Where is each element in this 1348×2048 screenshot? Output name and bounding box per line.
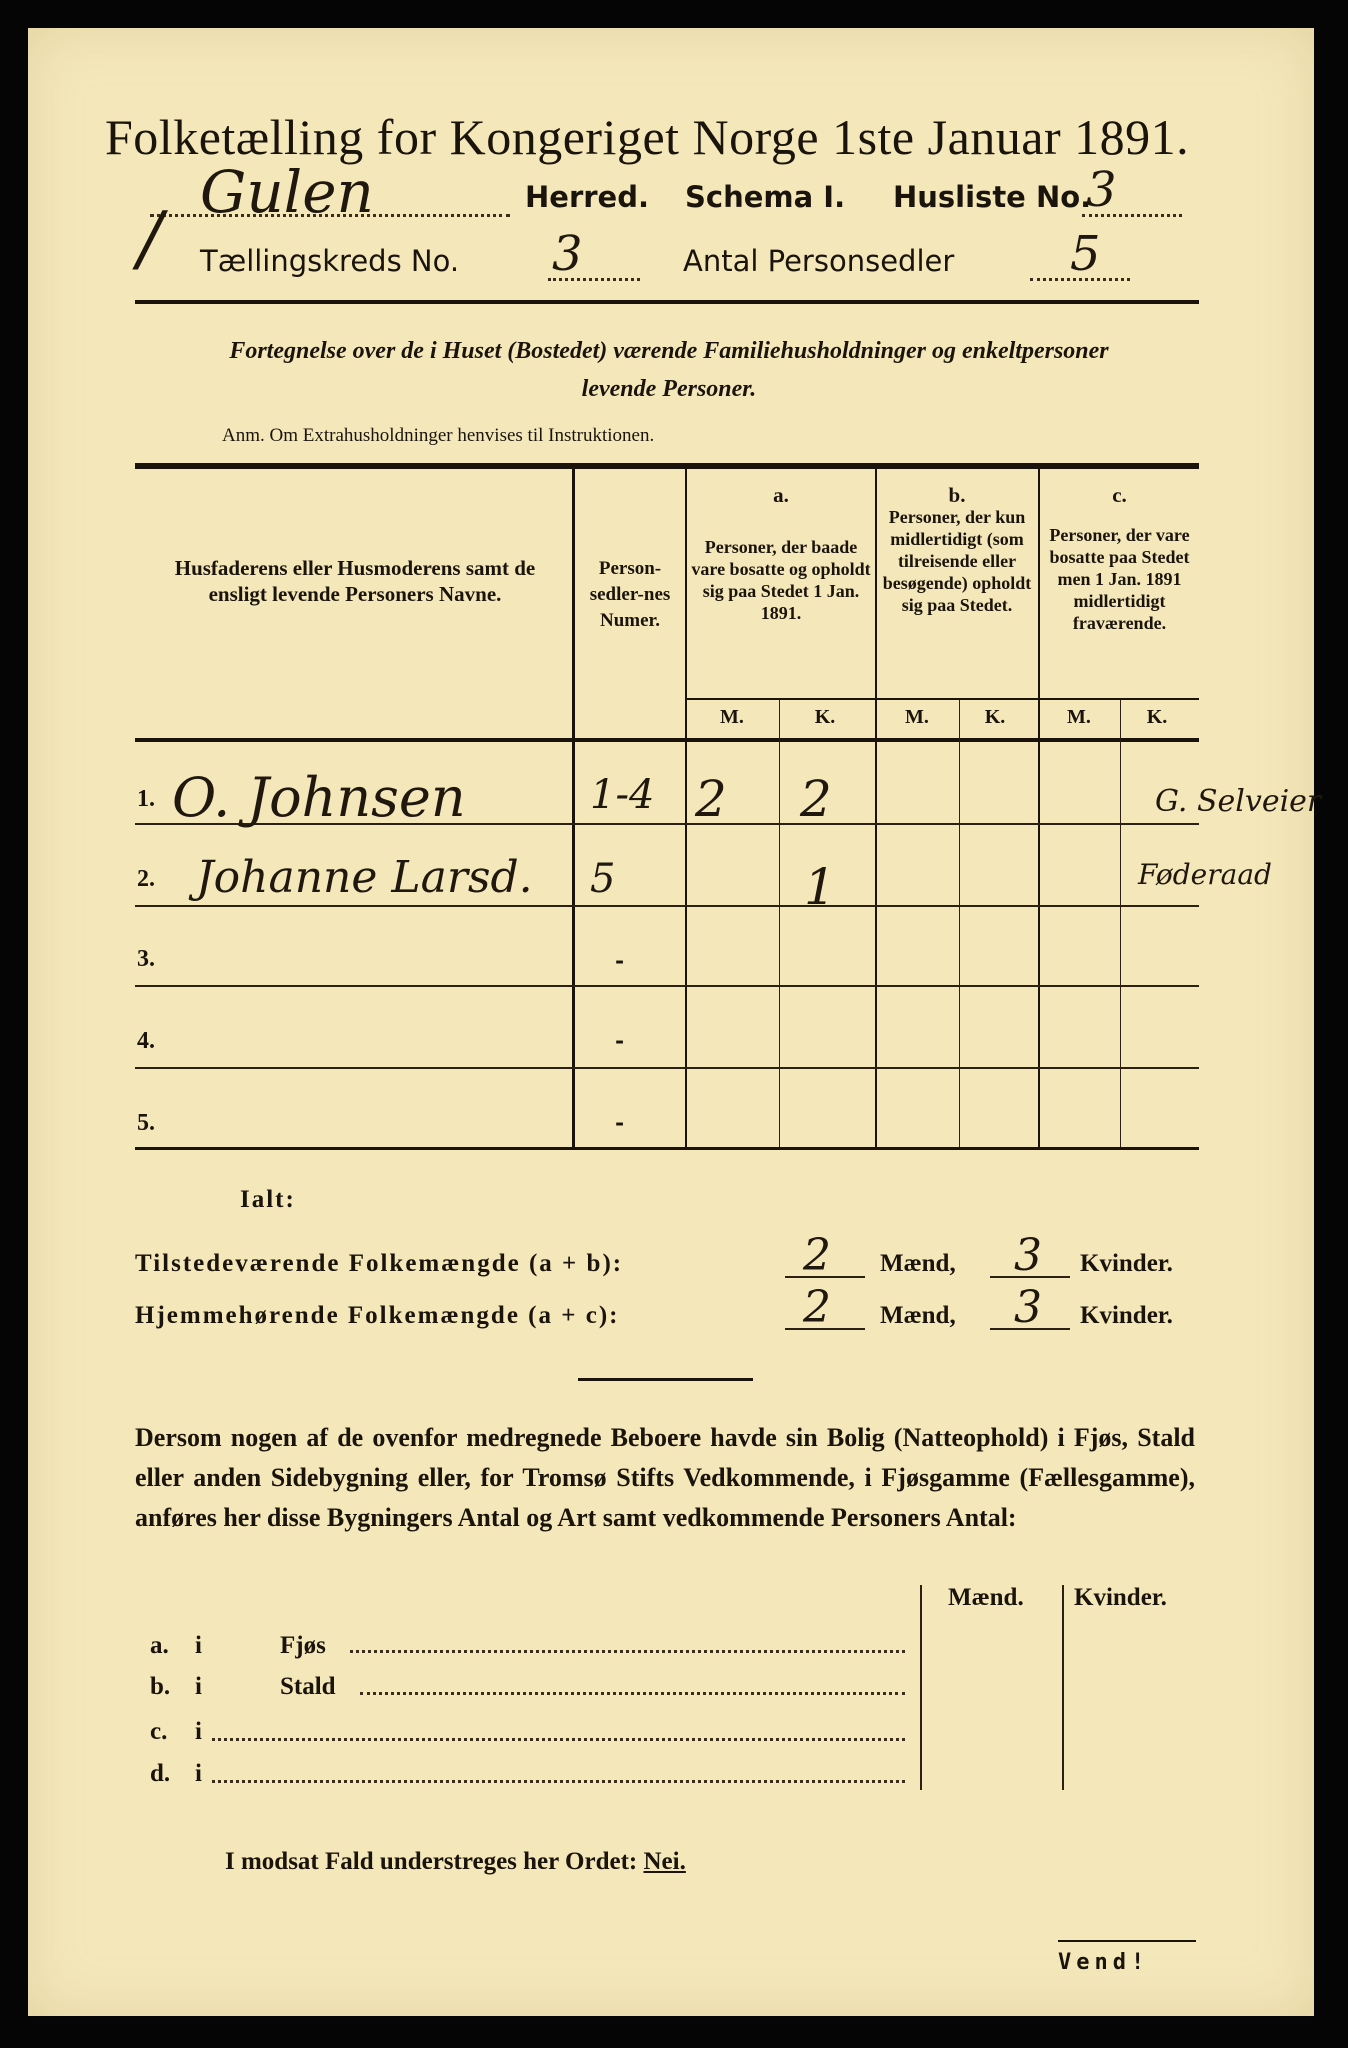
col-b-k: K.	[984, 706, 1006, 728]
tilstede-m-field	[785, 1230, 865, 1281]
item-a-i: i	[195, 1632, 202, 1659]
herred-field	[150, 158, 510, 226]
hjemme-maend: Mænd,	[880, 1302, 956, 1329]
hjemme-k: 3	[1014, 1282, 1042, 1333]
subcol-c	[1120, 700, 1121, 1147]
kreds-label: Tællingskreds No.	[200, 244, 460, 278]
antal-value: 5	[1070, 226, 1101, 282]
census-form	[28, 28, 1314, 2016]
col-divider-1	[572, 469, 575, 1147]
tilstede-maend: Mænd,	[880, 1250, 956, 1277]
hjemme-k-field	[990, 1282, 1070, 1333]
anm-note: Anm. Om Extrahusholdninger henvises til Instruktionen.	[222, 425, 655, 446]
col-a-k: K.	[814, 706, 836, 728]
item-b-letter: b.	[150, 1673, 171, 1700]
tilstede-m: 2	[803, 1230, 831, 1281]
vend-rule	[1058, 1940, 1196, 1942]
item-b-i: i	[195, 1673, 202, 1700]
intro-text	[135, 332, 1203, 408]
item-d-dots	[212, 1780, 905, 1783]
section-divider	[578, 1378, 753, 1381]
intro-line-2: levende Personer.	[581, 376, 757, 402]
hjemme-label: Hjemmehørende Folkemængde (a + c):	[135, 1302, 620, 1329]
tilstede-k: 3	[1014, 1230, 1042, 1281]
item-d-i: i	[195, 1760, 202, 1787]
maend-col-header: Mænd.	[948, 1584, 1024, 1611]
row-2-num: 2.	[137, 866, 155, 892]
modsat-label: I modsat Fald understreges her Ordet:	[225, 1848, 638, 1875]
item-b-dots	[360, 1692, 905, 1695]
item-a-label: Fjøs	[280, 1632, 326, 1659]
nei-word: Nei.	[643, 1848, 686, 1875]
row-3-num: 3.	[137, 946, 155, 972]
tilstede-k-field	[990, 1230, 1070, 1281]
col-a-m: M.	[720, 706, 744, 728]
schema-label: Schema I.	[685, 180, 846, 214]
modsat-text	[225, 1848, 686, 1876]
hjemme-m-field	[785, 1282, 865, 1333]
row-1-a-m: 2	[695, 770, 727, 828]
row-2-sedler: 5	[590, 856, 616, 902]
row-line-2	[135, 905, 1199, 907]
hjemme-m: 2	[803, 1282, 831, 1333]
hjemme-kvinder: Kvinder.	[1080, 1302, 1173, 1329]
col-divider-3	[875, 469, 877, 1147]
script-flourish: /	[138, 196, 163, 280]
row-line-4	[135, 1067, 1199, 1069]
list-col-divider-1	[920, 1585, 922, 1790]
row-5-sedler: -	[615, 1110, 625, 1136]
row-line-3	[135, 985, 1199, 987]
row-4-num: 4.	[137, 1028, 155, 1054]
form-title: Folketælling for Kongeriget Norge 1ste Januar 1891.	[105, 109, 1190, 165]
kreds-value: 3	[552, 226, 583, 282]
antal-label: Antal Personsedler	[683, 244, 955, 278]
col-a-letter: a.	[773, 483, 789, 507]
row-2-note: Føderaad	[1138, 858, 1272, 891]
row-3-sedler: -	[615, 948, 625, 974]
subcol-a	[779, 700, 780, 1147]
col-b-m: M.	[905, 706, 929, 728]
husliste-label: Husliste No.	[893, 180, 1092, 214]
row-1-num: 1.	[137, 786, 155, 812]
col-c-m: M.	[1067, 706, 1091, 728]
kreds-field	[548, 226, 640, 282]
col-b-letter: b.	[948, 483, 966, 507]
list-col-divider-2	[1062, 1585, 1064, 1790]
col-name-header: Husfaderens eller Husmoderens samt de ensligt levende Personers Navne.	[174, 556, 536, 606]
item-c-letter: c.	[150, 1718, 168, 1745]
row-1-a-k: 2	[800, 770, 832, 828]
vend-label: Vend!	[1058, 1950, 1150, 1975]
item-d-letter: d.	[150, 1760, 171, 1787]
row-2-name: Johanne Larsd.	[196, 852, 533, 903]
row-4-sedler: -	[615, 1028, 625, 1054]
item-b-label: Stald	[280, 1673, 336, 1700]
ialt-label: Ialt:	[240, 1186, 296, 1213]
item-c-dots	[212, 1738, 905, 1741]
subcol-b	[959, 700, 960, 1147]
item-c-i: i	[195, 1718, 202, 1745]
kvinder-col-header: Kvinder.	[1074, 1584, 1167, 1611]
intro-line-1: Fortegnelse over de i Huset (Bostedet) værende Familiehusholdninger og enkeltpersoner	[229, 338, 1109, 364]
col-c-header: Personer, der vare bosatte paa Stedet men 1 Jan. 1891 midlertidigt fraværende.	[1049, 525, 1190, 633]
col-divider-2	[685, 469, 687, 1147]
row-2-a-k: 1	[804, 858, 836, 916]
col-a-header: Personer, der baade vare bosatte og opholdt sig paa Stedet 1 Jan. 1891.	[691, 537, 871, 623]
husliste-field	[1082, 162, 1182, 218]
mk-subheader-rule	[687, 698, 1199, 700]
row-5-num: 5.	[137, 1110, 155, 1136]
row-1-note: G. Selveier	[1155, 784, 1322, 819]
tilstede-label: Tilstedeværende Folkemængde (a + b):	[135, 1250, 624, 1277]
table-bottom-rule	[135, 1147, 1199, 1150]
col-b-header: Personer, der kun midlertidigt (som tilreisende eller besøgende) opholdt sig paa Stedet.	[882, 507, 1032, 615]
item-a-letter: a.	[150, 1632, 169, 1659]
col-divider-4	[1038, 469, 1040, 1147]
col-num-header: Person-sedler-nes Numer.	[589, 558, 671, 631]
husliste-value: 3	[1086, 162, 1117, 218]
col-c-k: K.	[1146, 706, 1168, 728]
herred-label: Herred.	[525, 180, 649, 214]
col-c-letter: c.	[1112, 483, 1127, 507]
item-a-dots	[350, 1650, 905, 1653]
bygning-paragraph: Dersom nogen af de ovenfor medregnede Beboere havde sin Bolig (Natteophold) i Fjøs, Stald eller anden Sidebygning eller, for Tromsø Stifts Vedkommende, i Fjøsgamme (Fællesgamme), anføres her disse Bygningers Antal og Art samt vedkommende Personers Antal:	[135, 1423, 1195, 1532]
row-1-sedler: 1-4	[590, 772, 655, 818]
row-1-name: O. Johnsen	[172, 766, 466, 829]
antal-field	[1030, 226, 1130, 282]
header-rule	[135, 300, 1199, 304]
herred-value: Gulen	[200, 158, 374, 226]
tilstede-kvinder: Kvinder.	[1080, 1250, 1173, 1277]
